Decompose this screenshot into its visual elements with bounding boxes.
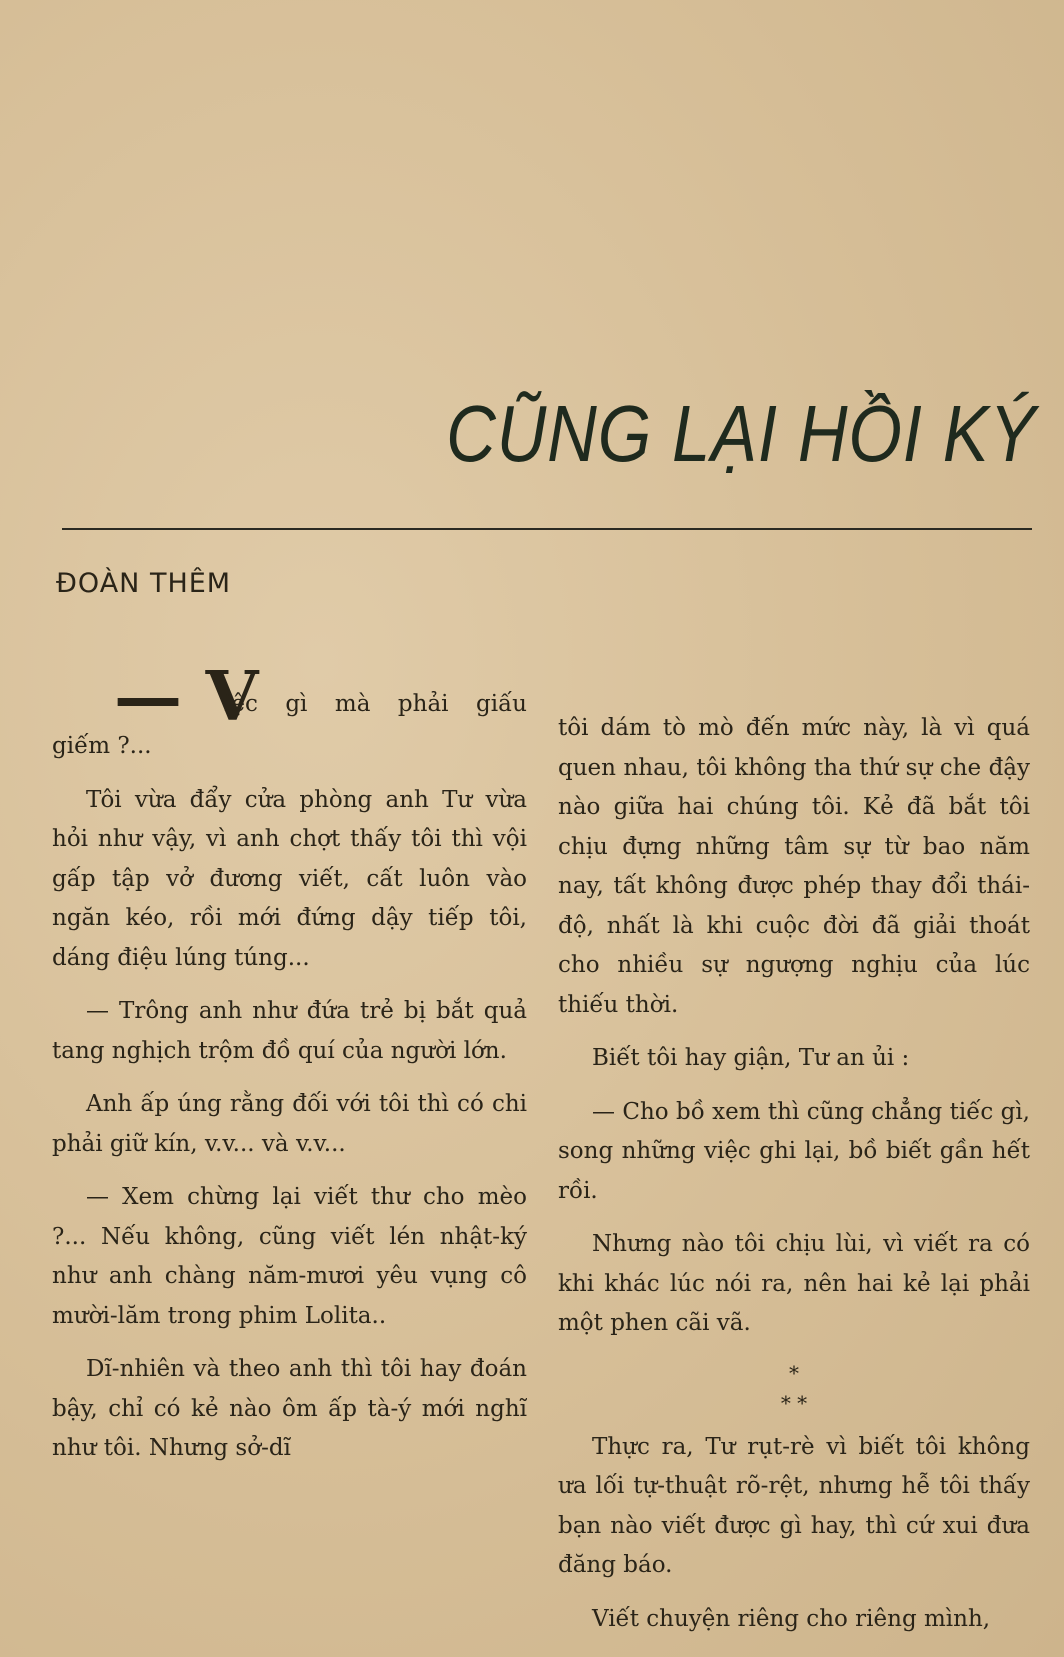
paragraph: Thực ra, Tư rụt-rè vì biết tôi không ưa lối tự-thuật rõ-rệt, nhưng hễ tôi thấy bạn nào viết được gì hay, thì cứ xui đưa đăng báo. [558, 1433, 1030, 1578]
section-separator: * * * [780, 1360, 808, 1415]
opening-line [52, 657, 527, 737]
opening-line-text: iệc gì mà phải giấu [224, 691, 527, 717]
paragraph: Dĩ-nhiên và theo anh thì tôi hay đoán bậy, chỉ có kẻ nào ôm ấp tà-ý mới nghĩ như tôi. Nhưng sở-dĩ [52, 1356, 527, 1461]
left-column [52, 657, 527, 1483]
paragraph: — Cho bồ xem thì cũng chẳng tiếc gì, song những việc ghi lại, bồ biết gần hết rồi. [558, 1098, 1030, 1204]
paragraph: Viết chuyện riêng cho riêng mình, [592, 1605, 991, 1632]
paragraph: Biết tôi hay giận, Tư an ủi : [592, 1045, 910, 1071]
opening-line-continuation: giếm ?... [52, 733, 152, 759]
paragraph: Tôi vừa đẩy cửa phòng anh Tư vừa hỏi như vậy, vì anh chợt thấy tôi thì vội gấp tập vở đương viết, cất luôn vào ngăn kéo, rồi mới đứng dậy tiếp tôi, dáng điệu lúng túng... [52, 786, 527, 971]
paragraph: tôi dám tò mò đến mức này, là vì quá quen nhau, tôi không tha thứ sự che đậy nào giữa hai chúng tôi. Kẻ đã bắt tôi chịu đựng những tâm sự từ bao năm nay, tất không được phép thay đổi thái-độ, nhất là khi cuộc đời đã giải thoát cho nhiều sự ngượng nghịu của lúc thiếu thời. [558, 715, 1030, 1018]
paragraph: — Trông anh như đứa trẻ bị bắt quả tang nghịch trộm đồ quí của người lớn. [52, 998, 527, 1064]
paragraph: Nhưng nào tôi chịu lùi, vì viết ra có khi khác lúc nói ra, nên hai kẻ lại phải một phen cãi vã. [558, 1231, 1030, 1336]
paragraph: — Xem chừng lại viết thư cho mèo ?... Nếu không, cũng viết lén nhật-ký như anh chàng năm-mươi yêu vụng cô mười-lăm trong phim Lolita.. [52, 1184, 527, 1329]
article-title: CŨNG LẠI HỒI KÝ [445, 389, 1036, 478]
right-column [558, 709, 1030, 1653]
title-rule [62, 528, 1032, 530]
author-name: ĐOÀN THÊM [56, 568, 232, 599]
paragraph: Anh ấp úng rằng đối với tôi thì có chi phải giữ kín, v.v... và v.v... [52, 1091, 527, 1157]
drop-cap: — V [114, 657, 259, 737]
